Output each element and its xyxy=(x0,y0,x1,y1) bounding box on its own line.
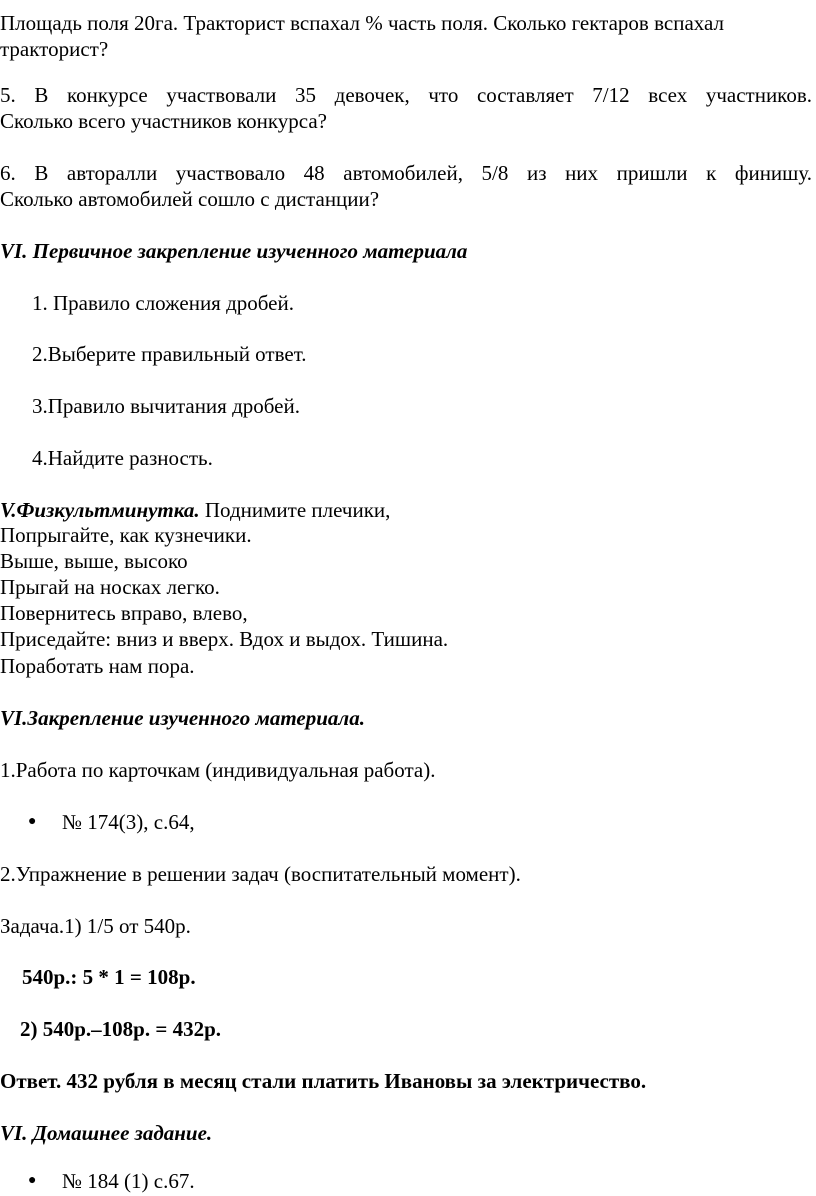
problem-6-line1: 6. В авторалли участвовало 48 автомобилей, 5/8 из них пришли к финишу. xyxy=(0,161,812,185)
section-primary-heading: VI. Первичное закрепление изученного материала xyxy=(0,239,468,263)
exercise-line-5: Приседайте: вниз и вверх. Вдох и выдох. Тишина. xyxy=(0,627,449,651)
exercise-line-3: Прыгай на носках легко. xyxy=(0,575,220,599)
primary-item-2: 2.Выберите правильный ответ. xyxy=(32,342,307,366)
exercise-line-4: Повернитесь вправо, влево, xyxy=(0,601,248,625)
problem-intro-line1: Площадь поля 20га. Тракторист вспахал % часть поля. Сколько гектаров вспахал xyxy=(0,11,724,35)
consolidation-bullet-1: № 174(3), с.64, xyxy=(62,810,195,834)
homework-bullet-1: № 184 (1) с.67. xyxy=(62,1169,195,1193)
exercise-line-6: Поработать нам пора. xyxy=(0,654,195,678)
section-exercise-heading: V.Физкультминутка. xyxy=(0,498,200,522)
task-calc-2: 2) 540р.–108р. = 432р. xyxy=(20,1017,221,1041)
task-answer: Ответ. 432 рубля в месяц стали платить Ивановы за электричество. xyxy=(0,1069,647,1093)
consolidation-item-2: 2.Упражнение в решении задач (воспитательный момент). xyxy=(0,862,521,886)
bullet-icon: ● xyxy=(28,1173,37,1188)
primary-item-4: 4.Найдите разность. xyxy=(32,446,213,470)
exercise-line-0: Поднимите плечики, xyxy=(199,498,391,522)
primary-item-3: 3.Правило вычитания дробей. xyxy=(32,394,300,418)
bullet-icon: ● xyxy=(28,814,37,829)
exercise-line-1: Попрыгайте, как кузнечики. xyxy=(0,523,252,547)
task-statement: Задача.1) 1/5 от 540р. xyxy=(0,914,191,938)
problem-6-line2: Сколько автомобилей сошло с дистанции? xyxy=(0,187,380,211)
exercise-first-line xyxy=(0,497,390,523)
task-calc-1: 540р.: 5 * 1 = 108р. xyxy=(22,965,196,989)
exercise-line-2: Выше, выше, высоко xyxy=(0,549,188,573)
primary-item-1: 1. Правило сложения дробей. xyxy=(32,291,294,315)
problem-intro-line2: тракторист? xyxy=(0,37,109,61)
consolidation-item-1: 1.Работа по карточкам (индивидуальная работа). xyxy=(0,758,436,782)
section-homework-heading: VI. Домашнее задание. xyxy=(0,1121,213,1145)
section-consolidation-heading: VI.Закрепление изученного материала. xyxy=(0,706,365,730)
problem-5-line1: 5. В конкурсе участвовали 35 девочек, что составляет 7/12 всех участников. xyxy=(0,83,812,107)
problem-5-line2: Сколько всего участников конкурса? xyxy=(0,109,327,133)
